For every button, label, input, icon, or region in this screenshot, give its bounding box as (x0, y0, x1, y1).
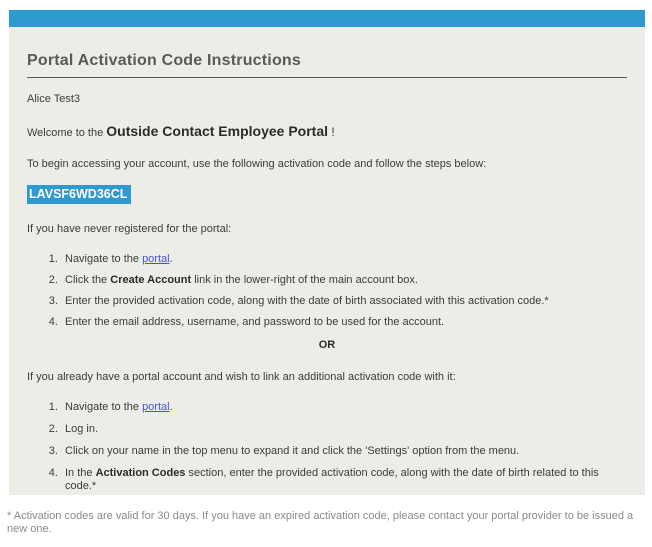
step-text: In the (65, 467, 96, 479)
step-text: Navigate to the (65, 253, 143, 265)
step-text: Enter the provided activation code, along with the date of birth associated with this activation code.* (65, 295, 549, 307)
header-accent-bar (9, 10, 645, 27)
email-frame (9, 10, 645, 495)
step-item (61, 295, 627, 308)
step-text: Navigate to the (65, 401, 143, 413)
footnote: * Activation codes are valid for 30 days. If you have an expired activation code, please contact your portal provider to be issued a new one. (7, 510, 634, 535)
step-text: link in the lower-right of the main account box. (191, 274, 418, 286)
steps-list-existing-user (27, 401, 627, 493)
portal-link[interactable]: portal (142, 253, 170, 265)
welcome-prefix: Welcome to the (27, 127, 107, 139)
activation-code[interactable]: LAVSF6WD36CL (27, 185, 131, 204)
bold-text: Activation Codes (95, 467, 186, 479)
portal-name: Outside Contact Employee Portal (106, 123, 328, 139)
existing-user-section-intro: If you already have a portal account and wish to link an additional activation code with it: (27, 371, 456, 383)
steps-list-new-user (27, 253, 627, 329)
bold-text: Create Account (110, 274, 192, 286)
step-text: . (169, 253, 173, 265)
step-item (61, 467, 627, 493)
step-text: Click on your name in the top menu to expand it and click the 'Settings' option from the menu. (65, 445, 520, 457)
intro-text: To begin accessing your account, use the following activation code and follow the steps below: (27, 158, 487, 170)
welcome-suffix: ! (328, 125, 335, 139)
new-user-section-intro: If you have never registered for the portal: (27, 223, 232, 235)
step-item (61, 316, 627, 329)
step-text: . (169, 401, 173, 413)
welcome-line (27, 123, 627, 142)
step-item (61, 253, 627, 266)
activation-code-row (27, 185, 627, 204)
step-item (61, 274, 627, 287)
or-divider: OR (318, 339, 336, 351)
step-text: Enter the email address, username, and password to be used for the account. (65, 316, 445, 328)
step-text: Log in. (65, 423, 99, 435)
portal-link[interactable]: portal (142, 401, 170, 413)
content-card (9, 27, 645, 495)
step-text: section, enter the provided activation code, along with the date of birth related to this code.* (65, 467, 599, 492)
step-item (61, 401, 627, 414)
page-title: Portal Activation Code Instructions (27, 52, 627, 78)
step-text: Click the (65, 274, 111, 286)
step-item (61, 445, 627, 458)
recipient-name: Alice Test3 (27, 93, 80, 105)
step-item (61, 423, 627, 436)
